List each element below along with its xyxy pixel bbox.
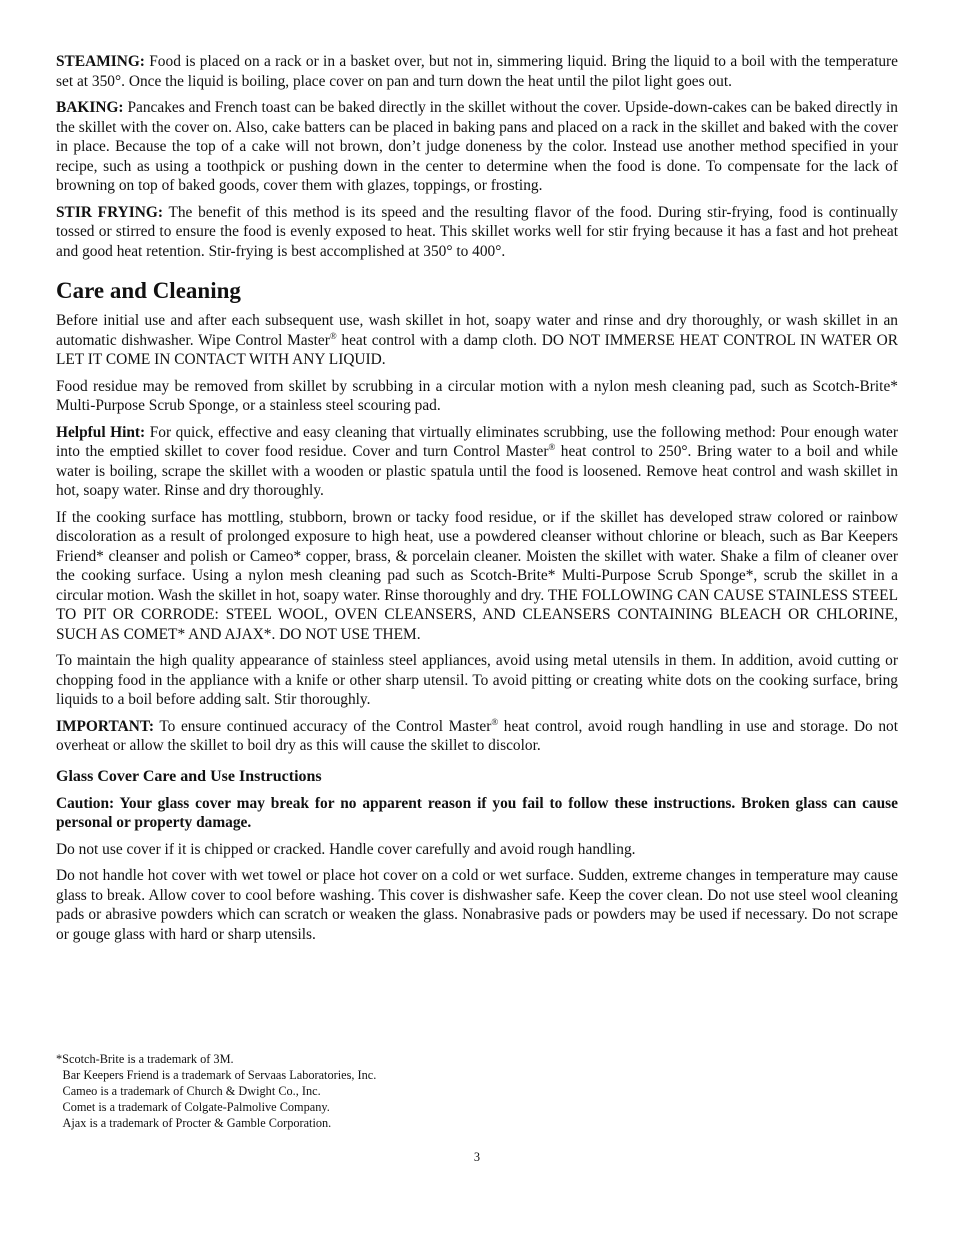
footnote-line: Bar Keepers Friend is a trademark of Servaas Laboratories, Inc. xyxy=(62,1068,377,1082)
helpful-hint-paragraph xyxy=(56,423,898,501)
steaming-paragraph xyxy=(56,52,898,91)
care-p1-text-b: heat control with a damp cloth. DO NOT IMMERSE HEAT CONTROL IN WATER OR LET IT COME IN CONTACT WITH ANY LIQUID. xyxy=(56,331,898,368)
care-paragraph-discoloration: If the cooking surface has mottling, stubborn, brown or tacky food residue, or if the skillet has developed straw colored or rainbow discoloration as a result of prolonged exposure to high heat, use a powdered cleanser without chlorine or bleach, such as Bar Keepers Friend* cleanser and polish or Cameo* copper, brass, & porcelain cleaner. Moisten the skillet with water. Shake a film of cleaner over the cooking surface. Using a nylon mesh cleaning pad such as Scotch-Brite* Multi-Purpose Scrub Sponge*, scrub the skillet in a circular motion. Wash the skillet in hot, soapy water. Rinse thoroughly and dry. THE FOLLOWING CAN CAUSE STAINLESS STEEL TO PIT OR CORRODE: STEEL WOOL, OVEN CLEANSERS, AND CLEANSERS CONTAINING BLEACH OR CHLORINE, SUCH AS COMET* AND AJAX*. DO NOT USE THEM. xyxy=(56,508,898,643)
registered-mark: ® xyxy=(329,330,337,341)
trademark-footnotes xyxy=(56,1051,556,1131)
stir-frying-text: The benefit of this method is its speed and the resulting flavor of the food. During stir-frying, food is continually tossed or stirred to ensure the food is evenly exposed to heat. This skillet works well for stir frying because it has a fast and hot preheat and good heat retention. Stir-frying is best accomplished at 350° to 400°. xyxy=(56,203,898,260)
important-paragraph xyxy=(56,717,898,756)
care-paragraph-initial-use xyxy=(56,311,898,370)
important-label: IMPORTANT: xyxy=(56,717,155,735)
helpful-hint-text-b: heat control to 250°. Bring water to a boil and while water is boiling, scrape the skillet with a wooden or plastic spatula until the food is loosened. Remove heat control and wash skillet in hot, soapy water. Rinse and dry thoroughly. xyxy=(56,443,898,499)
care-paragraph-appearance: To maintain the high quality appearance of stainless steel appliances, avoid using metal utensils in them. In addition, avoid cutting or chopping food in the appliance with a knife or other sharp utensil. To avoid pitting or creating white dots on the cooking surface, bring liquids to a boil before adding salt. Stir thoroughly. xyxy=(56,652,898,708)
steaming-label: STEAMING: xyxy=(56,53,145,70)
care-paragraph-food-residue: Food residue may be removed from skillet by scrubbing in a circular motion with a nylon mesh cleaning pad, such as Scotch-Brite* Multi-Purpose Scrub Sponge, or a stainless steel scouring pad. xyxy=(56,377,898,414)
page-content xyxy=(56,52,898,951)
glass-paragraph-handling: Do not handle hot cover with wet towel or place hot cover on a cold or wet surface. Sudden, extreme changes in temperature may cause glass to break. Allow cover to cool before washing. This cover is dishwasher safe. Keep the cover clean. Do not use steel wool cleaning pads or abrasive powders which can scratch or weaken the glass. Nonabrasive pads or powders may be used if necessary. Do not scrape or gouge glass with hard or sharp utensils. xyxy=(56,867,898,943)
glass-cover-heading: Glass Cover Care and Use Instructions xyxy=(56,767,322,785)
baking-text: Pancakes and French toast can be baked directly in the skillet without the cover. Upside-down-cakes can be baked directly in the skillet with the cover on. Also, cake batters can be placed in baking pans and placed on a rack in the skillet and baked with the cover in place. Because the top of a cake will not brown, don’t judge doneness by the color. Instead use another method specified in your recipe, such as using a toothpick or pushing down in the center to determine when the food is done. To compensate for the lack of browning on top of baked goods, cover them with glazes, toppings, or frosting. xyxy=(56,99,898,194)
glass-paragraph-chipped: Do not use cover if it is chipped or cracked. Handle cover carefully and avoid rough handling. xyxy=(56,840,636,858)
footnote-line: Comet is a trademark of Colgate-Palmolive Company. xyxy=(62,1100,330,1114)
baking-paragraph xyxy=(56,98,898,196)
baking-label: BAKING: xyxy=(56,99,124,116)
helpful-hint-text-a: For quick, effective and easy cleaning that virtually eliminates scrubbing, use the following method: Pour enough water into the emptied skillet to cover food residue. Cover and turn Control Master xyxy=(56,423,898,460)
registered-mark: ® xyxy=(548,441,556,452)
registered-mark: ® xyxy=(491,716,499,727)
steaming-text: Food is placed on a rack or in a basket over, but not in, simmering liquid. Bring the liquid to a boil with the temperature set at 350°. Once the liquid is boiling, place cover on pan and turn down the heat until the pilot light goes out. xyxy=(56,53,898,90)
care-p1-text-a: Before initial use and after each subsequent use, wash skillet in hot, soapy water and rinse and dry thoroughly, or wash skillet in an automatic dishwasher. Wipe Control Master xyxy=(56,312,898,349)
footnote-line: Ajax is a trademark of Procter & Gamble Corporation. xyxy=(62,1116,332,1130)
page-number: 3 xyxy=(473,1150,481,1164)
footnote-line: *Scotch-Brite is a trademark of 3M. xyxy=(56,1052,234,1066)
stir-frying-paragraph xyxy=(56,203,898,262)
stir-frying-label: STIR FRYING: xyxy=(56,203,163,221)
care-cleaning-heading: Care and Cleaning xyxy=(56,278,241,303)
footnote-line: Cameo is a trademark of Church & Dwight Co., Inc. xyxy=(62,1084,321,1098)
important-text-a: To ensure continued accuracy of the Control Master xyxy=(154,717,492,735)
glass-caution-paragraph: Caution: Your glass cover may break for no apparent reason if you fail to follow these instructions. Broken glass can cause personal or property damage. xyxy=(56,794,898,831)
helpful-hint-label: Helpful Hint: xyxy=(56,423,146,441)
important-text-b: heat control, avoid rough handling in use and storage. Do not overheat or allow the skillet to boil dry as this will cause the skillet to discolor. xyxy=(56,717,898,754)
